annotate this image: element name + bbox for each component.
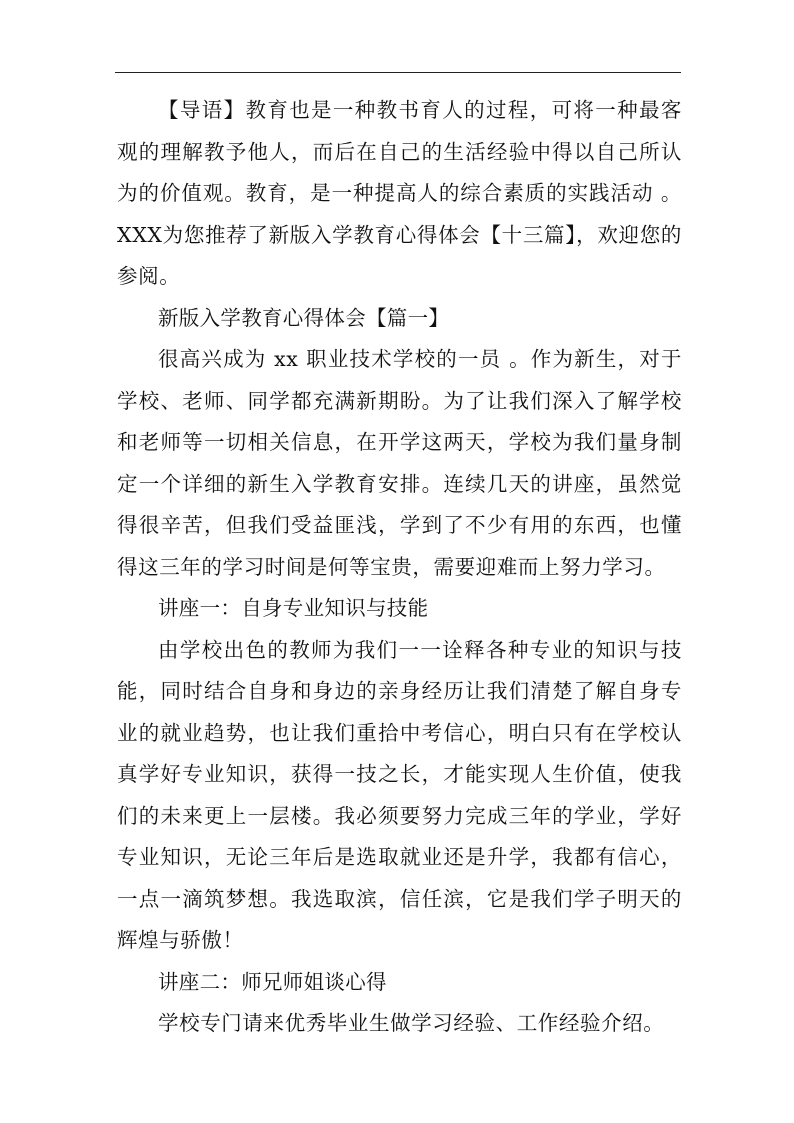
header-rule [115,72,681,73]
body-paragraph: 学校专门请来优秀毕业生做学习经验、工作经验介绍。 [158,1011,665,1035]
lecture-two-heading: 讲座二：师兄师姐谈心得 [158,969,387,994]
intro-paragraph: 【导语】教育也是一种教书育人的过程，可将一种最客观的理解教予他人，而后在自己的生活经验中得以自己所认为的价值观。教育，是一种提高人的综合素质的实践活动 。XXX为您推荐了新版入学教育心得体会【十三篇】，欢迎您的参阅。 [117,98,682,288]
document-body [117,90,682,1045]
body-paragraph: 很高兴成为 xx 职业技术学校的一员 。作为新生，对于学校、老师、同学都充满新期盼。为了让我们深入了解学校和老师等一切相关信息，在开学这两天，学校为我们量身制定一个详细的新生入学教育安排。连续几天的讲座，虽然觉得很辛苦，但我们受益匪浅，学到了不少有用的东西，也懂得这三年的学习时间是何等宝贵，需要迎难而上努力学习。 [117,347,682,579]
body-paragraph: 由学校出色的教师为我们一一诠释各种专业的知识与技能，同时结合自身和身边的亲身经历让我们清楚了解自身专业的就业趋势，也让我们重拾中考信心，明白只有在学校认真学好专业知识，获得一技之长，才能实现人生价值，使我们的未来更上一层楼。我必须要努力完成三年的学业，学好专业知识，无论三年后是选取就业还是升学，我都有信心，一点一滴筑梦想。我选取滨，信任滨，它是我们学子明天的辉煌与骄傲！ [117,637,682,952]
lecture-one-heading: 讲座一：自身专业知识与技能 [158,596,429,620]
section-heading-part-one: 新版入学教育心得体会【篇一】 [158,305,450,330]
